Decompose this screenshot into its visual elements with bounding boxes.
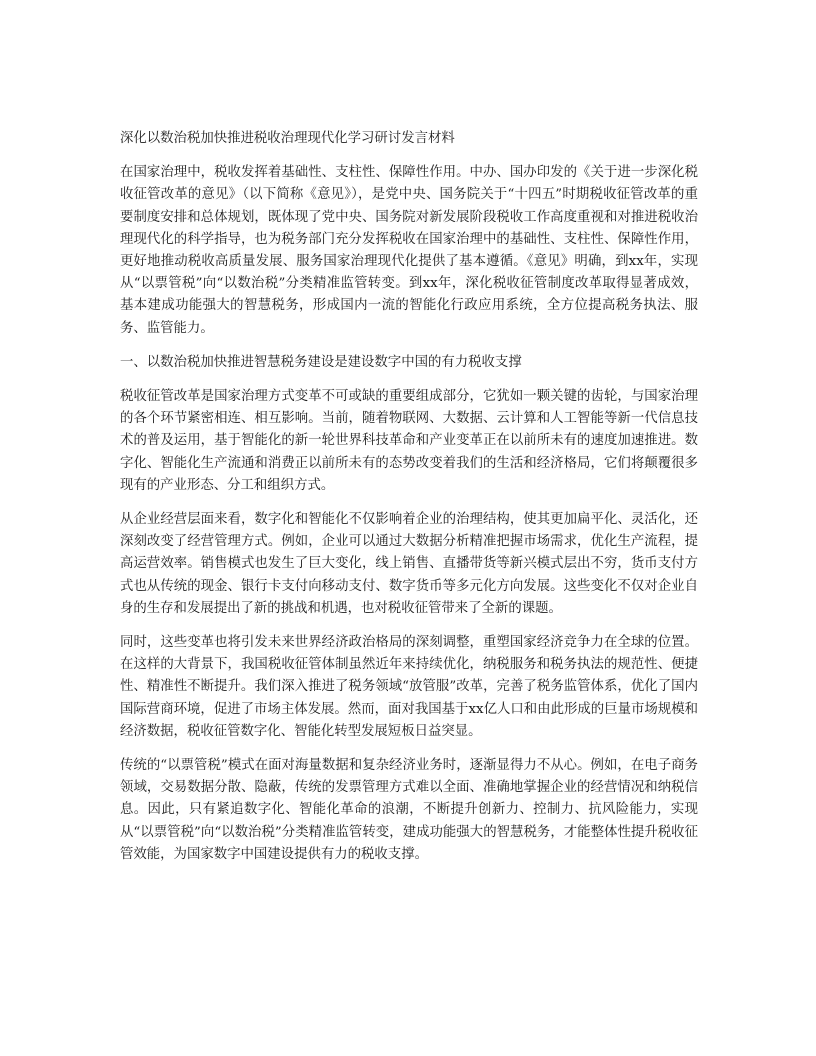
section-heading-1: 一、以数治税加快推进智慧税务建设是建设数字中国的有力税收支撑 — [120, 354, 522, 370]
document-body — [120, 128, 698, 878]
paragraph-global: 同时，这些变革也将引发未来世界经济政治格局的深刻调整，重塑国家经济竞争力在全球的位置。在这样的大背景下，我国税收征管体制虽然近年来持续优化，纳税服务和税务执法的规范性、便捷性、精准性不断提升。我们深入推进了税务领域“放管服”改革，完善了税务监管体系，优化了国内国际营商环境，促进了市场主体发展。然而，面对我国基于xx亿人口和由此形成的巨量市场规模和经济数据，税收征管数字化、智能化转型发展短板日益突显。 — [120, 635, 698, 739]
paragraph-tax-mode: 传统的“以票管税”模式在面对海量数据和复杂经济业务时，逐渐显得力不从心。例如，在电子商务领域，交易数据分散、隐蔽，传统的发票管理方式难以全面、准确地掌握企业的经营情况和纳税信息。因此，只有紧追数字化、智能化革命的浪潮，不断提升创新力、控制力、抗风险能力，实现从“以票管税”向“以数治税”分类精准监管转变，建成功能强大的智慧税务，才能整体性提升税收征管效能，为国家数字中国建设提供有力的税收支撑。 — [120, 758, 698, 862]
paragraph-enterprise: 从企业经营层面来看，数字化和智能化不仅影响着企业的治理结构，使其更加扁平化、灵活化，还深刻改变了经营管理方式。例如，企业可以通过大数据分析精准把握市场需求，优化生产流程，提高运营效率。销售模式也发生了巨大变化，线上销售、直播带货等新兴模式层出不穷，货币支付方式也从传统的现金、银行卡支付向移动支付、数字货币等多元化方向发展。这些变化不仅对企业自身的生存和发展提出了新的挑战和机遇，也对税收征管带来了全新的课题。 — [120, 512, 698, 616]
paragraph-intro: 在国家治理中，税收发挥着基础性、支柱性、保障性作用。中办、国办印发的《关于进一步深化税收征管改革的意见》（以下简称《意见》），是党中央、国务院关于“十四五”时期税收征管改革的重要制度安排和总体规划，既体现了党中央、国务院对新发展阶段税收工作高度重视和对推进税收治理现代化的科学指导，也为税务部门充分发挥税收在国家治理中的基础性、支柱性、保障性作用，更好地推动税收高质量发展、服务国家治理现代化提供了基本遵循。《意见》明确，到xx年，实现从“以票管税”向“以数治税”分类精准监管转变。到xx年，深化税收征管制度改革取得显著成效，基本建成功能强大的智慧税务，形成国内一流的智能化行政应用系统，全方位提高税务执法、服务、监管能力。 — [120, 165, 698, 336]
paragraph-reform: 税收征管改革是国家治理方式变革不可或缺的重要组成部分，它犹如一颗关键的齿轮，与国家治理的各个环节紧密相连、相互影响。当前，随着物联网、大数据、云计算和人工智能等新一代信息技术的普及运用，基于智能化的新一轮世界科技革命和产业变革正在以前所未有的速度加速推进。数字化、智能化生产流通和消费正以前所未有的态势改变着我们的生活和经济格局，它们将颠覆很多现有的产业形态、分工和组织方式。 — [120, 389, 698, 493]
document-title: 深化以数治税加快推进税收治理现代化学习研讨发言材料 — [120, 131, 455, 146]
